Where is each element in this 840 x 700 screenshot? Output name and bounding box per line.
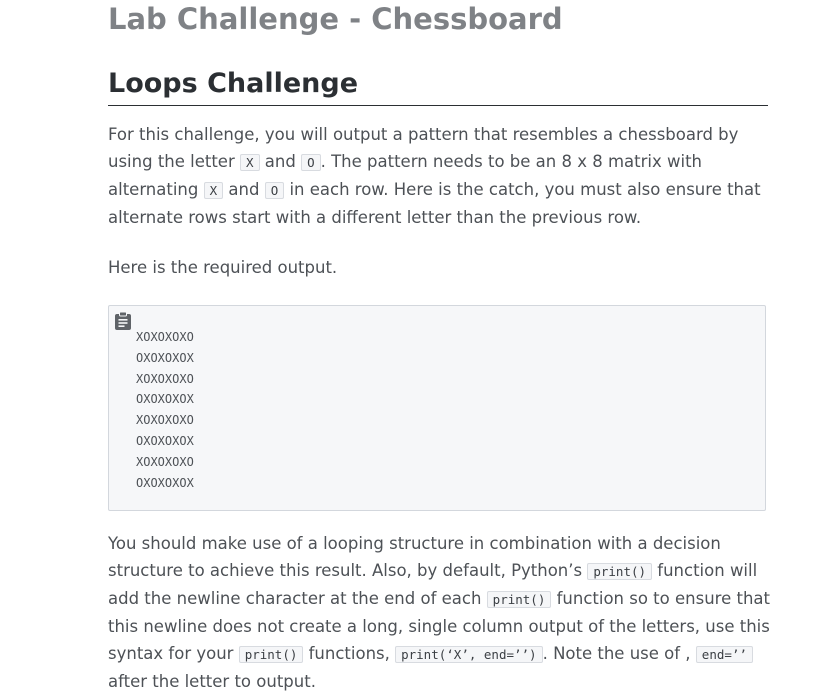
explanation-text: You should make use of a looping structure in combination with a decision structure to achieve this result. Also, by default, Python’s: [108, 534, 721, 580]
inline-code-print: print(): [587, 563, 652, 580]
inline-code-o: O: [301, 154, 321, 171]
inline-code-x: X: [204, 182, 224, 199]
explanation-paragraph: [108, 530, 773, 695]
code-line: OXOXOXOX: [136, 392, 194, 407]
intro-paragraph: [108, 121, 773, 231]
inline-code-o: O: [265, 182, 285, 199]
code-line: OXOXOXOX: [136, 433, 194, 448]
explanation-text: function so to ensure that this newline does not create a long, single column output of the letters, use this syntax for your: [108, 589, 770, 663]
code-line: XOXOXOXO: [136, 454, 194, 469]
page-title: Lab Challenge - Chessboard: [108, 2, 563, 36]
intro-text: For this challenge, you will output a pattern that resembles a chessboard by using the letter: [108, 125, 739, 171]
code-lines: [136, 327, 194, 493]
inline-code-end: end=’’: [696, 646, 753, 663]
code-line: XOXOXOXO: [136, 330, 194, 344]
code-line: XOXOXOXO: [136, 413, 194, 428]
explanation-text: functions,: [303, 644, 396, 663]
inline-code-x: X: [240, 154, 260, 171]
intro-text: and: [259, 152, 302, 171]
intro-text: . The pattern needs to be an 8 x 8 matrix with alternating: [108, 152, 703, 199]
code-line: OXOXOXOX: [136, 475, 194, 490]
inline-code-print-syntax: print(‘X’, end=’’): [395, 646, 542, 663]
code-line: XOXOXOXO: [136, 371, 194, 386]
explanation-text: after the letter to output.: [108, 672, 316, 691]
inline-code-print: print(): [239, 646, 304, 663]
section-heading: Loops Challenge: [108, 68, 768, 106]
intro-text: in each row. Here is the catch, you must also ensure that alternate rows start with a different letter than the previous row.: [108, 180, 761, 227]
output-code-block[interactable]: [108, 305, 766, 511]
code-line: OXOXOXOX: [136, 350, 194, 365]
explanation-text: . Note the use of ,: [542, 644, 696, 663]
clipboard-icon[interactable]: [114, 311, 132, 331]
intro-text: and: [223, 180, 265, 199]
explanation-text: function will add the newline character at the end of each: [108, 561, 758, 608]
inline-code-print: print(): [487, 591, 552, 608]
required-output-label: Here is the required output.: [108, 258, 338, 277]
